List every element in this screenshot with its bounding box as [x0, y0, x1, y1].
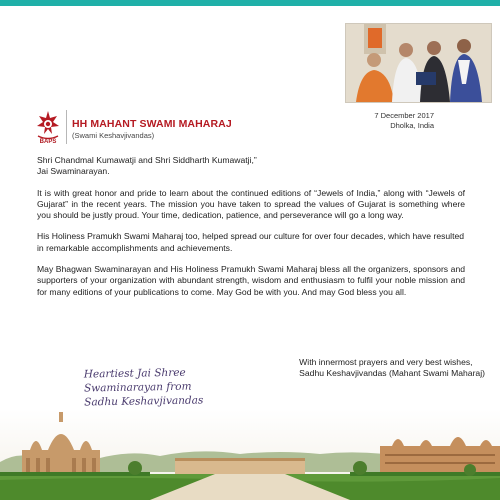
handwritten-line-3: Sadhu Keshavjivandas: [84, 394, 204, 409]
salutation-line-1: Shri Chandmal Kumawatji and Shri Siddharth Kumawatji,”: [37, 155, 257, 165]
date-block: [374, 111, 434, 131]
letterhead-title: HH MAHANT SWAMI MAHARAJ: [72, 118, 232, 130]
handwritten-line-2: Swaminarayan from: [83, 380, 192, 395]
handwritten-line-1: Heartiest Jai Shree: [83, 366, 186, 381]
handwritten-note: [84, 365, 255, 410]
place-line: Dholka, India: [390, 121, 434, 130]
paragraph-1: It is with great honor and pride to learn about the continued editions of “Jewels of India,” along with “Jewels of Gujarat” in the recent years. The mission you have taken to spread the values of Gujarat is something where you should be justly proud. Your time, dedication, patience, and perseverance will go a long way.: [37, 187, 465, 221]
letterhead-subtitle: (Swami Keshavjivandas): [72, 131, 155, 140]
closing-line-1: With innermost prayers and very best wishes,: [299, 357, 473, 367]
closing-line-2: Sadhu Keshavjivandas (Mahant Swami Maharaj): [299, 368, 485, 379]
salutation-line-2: Jai Swaminarayan.: [37, 166, 110, 177]
salutation: [37, 155, 465, 178]
header-divider: [66, 110, 67, 144]
date-line: 7 December 2017: [374, 111, 434, 120]
closing-block: [299, 357, 485, 380]
paragraph-2: His Holiness Pramukh Swami Maharaj too, helped spread our culture for over four decades, which have resulted in remarkable accomplishments and achievements.: [37, 231, 465, 253]
top-accent-bar: [0, 0, 500, 6]
paragraph-3: May Bhagwan Swaminarayan and His Holiness Pramukh Swami Maharaj bless all the organizers, sponsors and supporters of your organization with abundant strength, wisdom and enthusiasm to fulfil your noble mission and for many editions of your publications to come. May God be with you. And may God bless you all.: [37, 264, 465, 297]
temple-landscape-image: [0, 410, 500, 500]
letter-body: [37, 155, 465, 308]
header-photo: [345, 23, 492, 103]
logo-text: BAPS: [39, 139, 57, 145]
